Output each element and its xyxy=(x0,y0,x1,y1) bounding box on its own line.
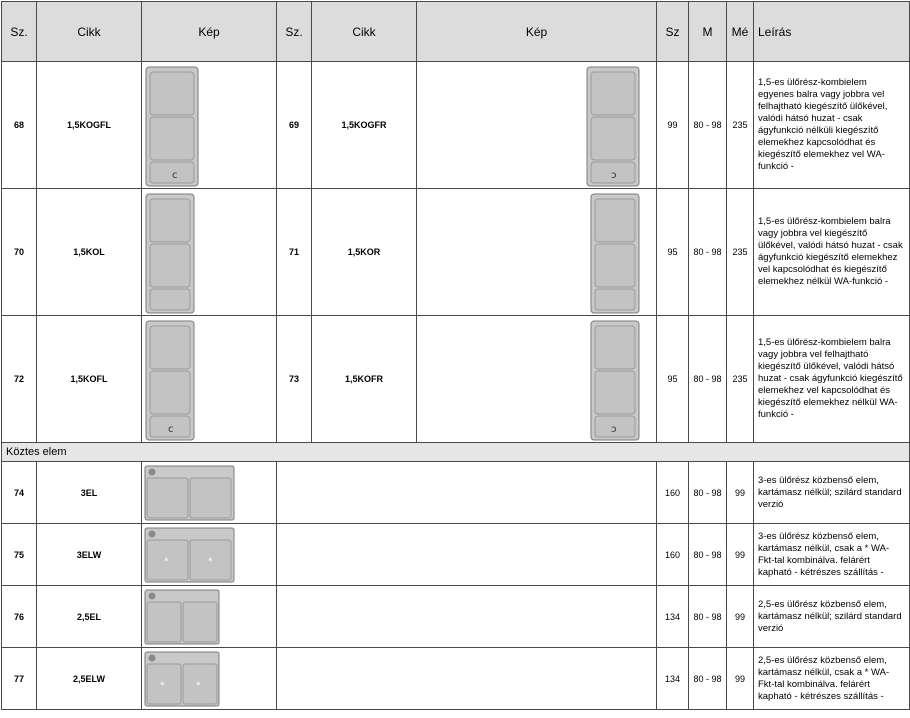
sofa-element-left-image xyxy=(142,316,277,442)
item-number: 72 xyxy=(2,316,37,443)
sofa-element-left-image xyxy=(142,189,277,315)
item-code: 1,5KOR xyxy=(312,189,417,316)
item-code: 3ELW xyxy=(37,524,142,586)
sofa-element-right-image xyxy=(417,316,657,442)
middle-element-image xyxy=(142,524,277,585)
item-number: 75 xyxy=(2,524,37,586)
item-depth: 99 xyxy=(727,648,754,710)
header-depth: Mé xyxy=(727,2,754,62)
header-sz: Sz. xyxy=(2,2,37,62)
item-image-right xyxy=(417,189,657,316)
table-row xyxy=(2,586,910,648)
item-description: 2,5-es ülőrész közbenső elem, kartámasz nélkül; szilárd standard verzió xyxy=(754,586,910,648)
item-image xyxy=(142,648,277,710)
item-code: 2,5ELW xyxy=(37,648,142,710)
item-height: 80 - 98 xyxy=(689,316,727,443)
item-code: 1,5KOFL xyxy=(37,316,142,443)
item-width: 134 xyxy=(657,586,689,648)
item-code: 1,5KOFR xyxy=(312,316,417,443)
middle-element-image xyxy=(142,462,277,523)
item-code: 1,5KOGFL xyxy=(37,62,142,189)
item-height: 80 - 98 xyxy=(689,62,727,189)
header-kep: Kép xyxy=(142,2,277,62)
item-width: 95 xyxy=(657,189,689,316)
middle-element-image xyxy=(142,586,277,647)
product-table xyxy=(1,1,910,710)
table-row xyxy=(2,316,910,443)
item-number: 70 xyxy=(2,189,37,316)
sofa-element-left-image xyxy=(142,62,277,188)
svg-text:c: c xyxy=(172,170,178,181)
section-row xyxy=(2,443,910,462)
item-depth: 99 xyxy=(727,462,754,524)
item-number: 68 xyxy=(2,62,37,189)
item-image-left xyxy=(142,189,277,316)
item-width: 95 xyxy=(657,316,689,443)
item-height: 80 - 98 xyxy=(689,524,727,586)
item-number: 71 xyxy=(277,189,312,316)
item-number: 73 xyxy=(277,316,312,443)
header-height: M xyxy=(689,2,727,62)
svg-text:*: * xyxy=(160,681,165,691)
item-description: 2,5-es ülőrész közbenső elem, kartámasz nélkül, csak a * WA-Fkt-tal kombinálva. felárért kapható - kétrészes szállítás - xyxy=(754,648,910,710)
header-width: Sz xyxy=(657,2,689,62)
item-height: 80 - 98 xyxy=(689,462,727,524)
table-row xyxy=(2,648,910,710)
item-code: 2,5EL xyxy=(37,586,142,648)
item-width: 160 xyxy=(657,524,689,586)
svg-text:ɔ: ɔ xyxy=(611,424,617,435)
item-description: 3-es ülőrész közbenső elem, kartámasz nélkül; szilárd standard verzió xyxy=(754,462,910,524)
item-description: 1,5-es ülőrész-kombielem egyenes balra vagy jobbra vel felhajtható kiegészítő ülőkével, valódi hátsó huzat - csak ágyfunkció nélküli kiegészítő elemekhez kapcsolódhat és kiegészítő elemekhez vel WA-funkció - xyxy=(754,62,910,189)
item-image xyxy=(142,462,277,524)
item-number: 77 xyxy=(2,648,37,710)
svg-text:*: * xyxy=(164,557,169,567)
item-width: 134 xyxy=(657,648,689,710)
item-depth: 235 xyxy=(727,62,754,189)
table-row xyxy=(2,62,910,189)
item-image xyxy=(142,524,277,586)
header-kep-2: Kép xyxy=(417,2,657,62)
item-description: 3-es ülőrész közbenső elem, kartámasz nélkül, csak a * WA-Fkt-tal kombinálva. felárért kapható - kétrészes szállítás - xyxy=(754,524,910,586)
item-image-left xyxy=(142,316,277,443)
header-cikk-2: Cikk xyxy=(312,2,417,62)
item-height: 80 - 98 xyxy=(689,189,727,316)
svg-text:ɔ: ɔ xyxy=(611,170,617,181)
item-height: 80 - 98 xyxy=(689,648,727,710)
item-code: 1,5KOGFR xyxy=(312,62,417,189)
sofa-element-right-image xyxy=(417,189,657,315)
item-depth: 235 xyxy=(727,316,754,443)
item-description: 1,5-es ülőrész-kombielem balra vagy jobbra vel kiegészítő ülőkével, valódi hátsó huzat - csak ágyfunkció kiegészítő elemekhez vel kapcsolódhat és kiegészítő elemekhez nélkül WA-funkció - xyxy=(754,189,910,316)
item-depth: 235 xyxy=(727,189,754,316)
header-sz-2: Sz. xyxy=(277,2,312,62)
item-image-right xyxy=(417,62,657,189)
table-row xyxy=(2,524,910,586)
item-code: 3EL xyxy=(37,462,142,524)
header-cikk: Cikk xyxy=(37,2,142,62)
header-row xyxy=(2,2,910,62)
table-row xyxy=(2,189,910,316)
item-depth: 99 xyxy=(727,524,754,586)
item-number: 74 xyxy=(2,462,37,524)
svg-text:*: * xyxy=(196,681,201,691)
section-title: Köztes elem xyxy=(2,443,910,462)
item-image xyxy=(142,586,277,648)
middle-element-image xyxy=(142,648,277,709)
item-code: 1,5KOL xyxy=(37,189,142,316)
item-description: 1,5-es ülőrész-kombielem balra vagy jobbra vel felhajtható kiegészítő ülőkével, valódi hátsó huzat - csak ágyfunkció kiegészítő elemekhez vel kapcsolódhat és kiegészítő elemekhez nélkül WA-funkció - xyxy=(754,316,910,443)
item-width: 99 xyxy=(657,62,689,189)
item-height: 80 - 98 xyxy=(689,586,727,648)
item-image-right xyxy=(417,316,657,443)
sofa-element-right-image xyxy=(417,62,657,188)
item-width: 160 xyxy=(657,462,689,524)
item-depth: 99 xyxy=(727,586,754,648)
table-row xyxy=(2,462,910,524)
item-number: 69 xyxy=(277,62,312,189)
header-description: Leírás xyxy=(754,2,910,62)
svg-text:*: * xyxy=(208,557,213,567)
item-image-left xyxy=(142,62,277,189)
svg-text:c: c xyxy=(168,424,174,435)
item-number: 76 xyxy=(2,586,37,648)
